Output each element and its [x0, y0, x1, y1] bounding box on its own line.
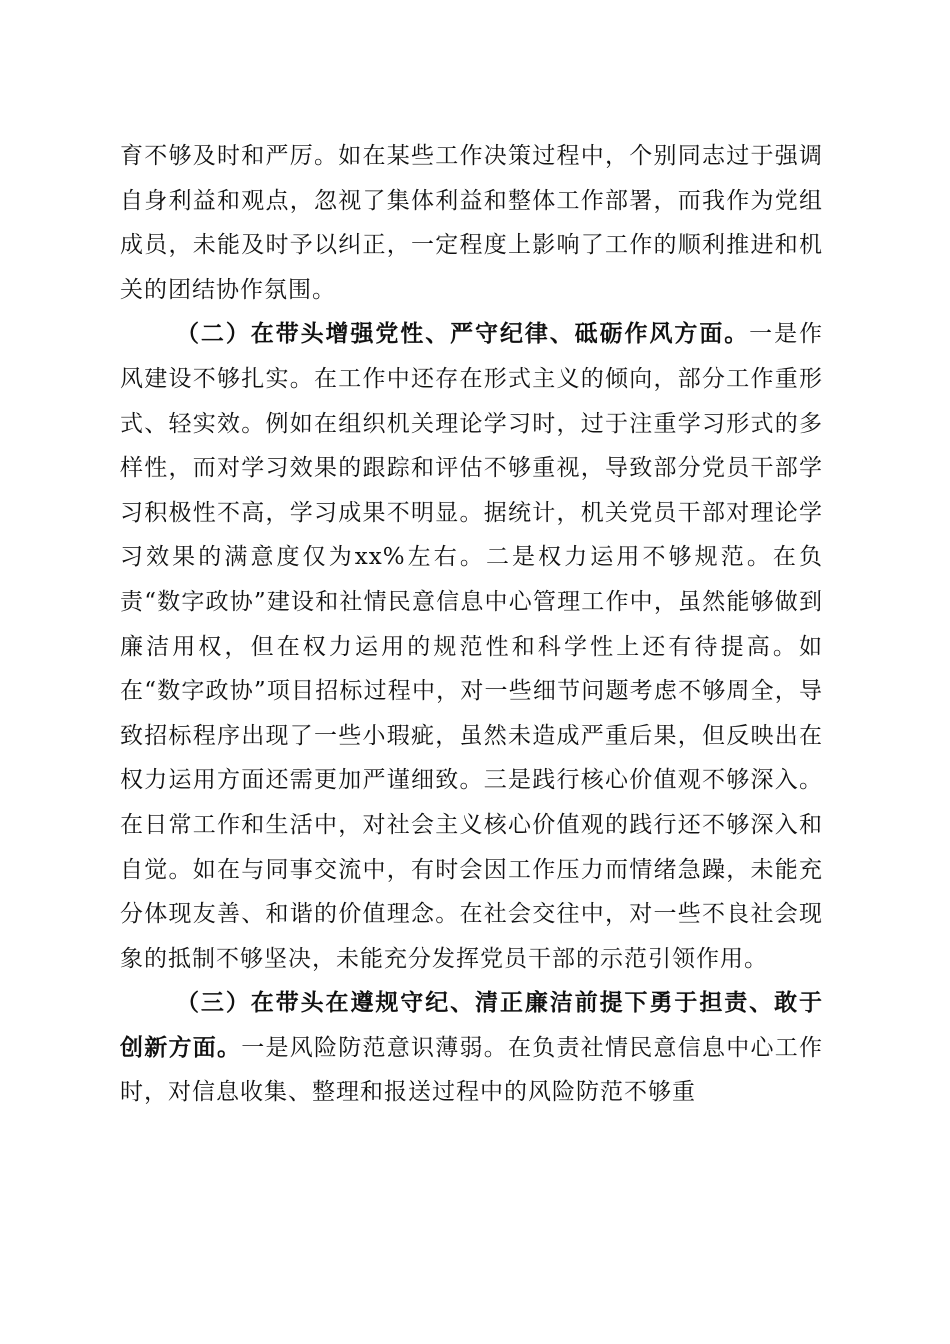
section-heading: （三）在带头在遵规守纪、清正廉洁前提下勇于担责、敢于创新方面。 — [120, 989, 823, 1061]
paragraph-continuation — [120, 134, 823, 312]
section-heading: （二）在带头增强党性、严守纪律、砥砺作风方面。 — [176, 320, 750, 348]
document-page — [120, 134, 823, 1115]
paragraph-text: 一是作风建设不够扎实。在工作中还存在形式主义的倾向，部分工作重形式、轻实效。例如在组织机关理论学习时，过于注重学习形式的多样性，而对学习效果的跟踪和评估不够重视，导致部分党员干部学习积极性不高，学习成果不明显。据统计，机关党员干部对理论学习效果的满意度仅为xx%左右。二是权力运用不够规范。在负责“数字政协”建设和社情民意信息中心管理工作中，虽然能够做到廉洁用权，但在权力运用的规范性和科学性上还有待提高。如在“数字政协”项目招标过程中，对一些细节问题考虑不够周全，导致招标程序出现了一些小瑕疵，虽然未造成严重后果，但反映出在权力运用方面还需更加严谨细致。三是践行核心价值观不够深入。在日常工作和生活中，对社会主义核心价值观的践行还不够深入和自觉。如在与同事交流中，有时会因工作压力而情绪急躁，未能充分体现友善、和谐的价值理念。在社会交往中，对一些不良社会现象的抵制不够坚决，未能充分发挥党员干部的示范引领作用。 — [120, 321, 824, 972]
paragraph-text: 一是风险防范意识薄弱。在负责社情民意信息中心工作时，对信息收集、整理和报送过程中的风险防范不够重 — [120, 1034, 823, 1106]
paragraph-text: 育不够及时和严厉。如在某些工作决策过程中，个别同志过于强调自身利益和观点，忽视了集体利益和整体工作部署，而我作为党组成员，未能及时予以纠正，一定程度上影响了工作的顺利推进和机关的团结协作氛围。 — [120, 143, 823, 303]
paragraph-section-3 — [120, 981, 823, 1115]
paragraph-section-2 — [120, 312, 823, 981]
